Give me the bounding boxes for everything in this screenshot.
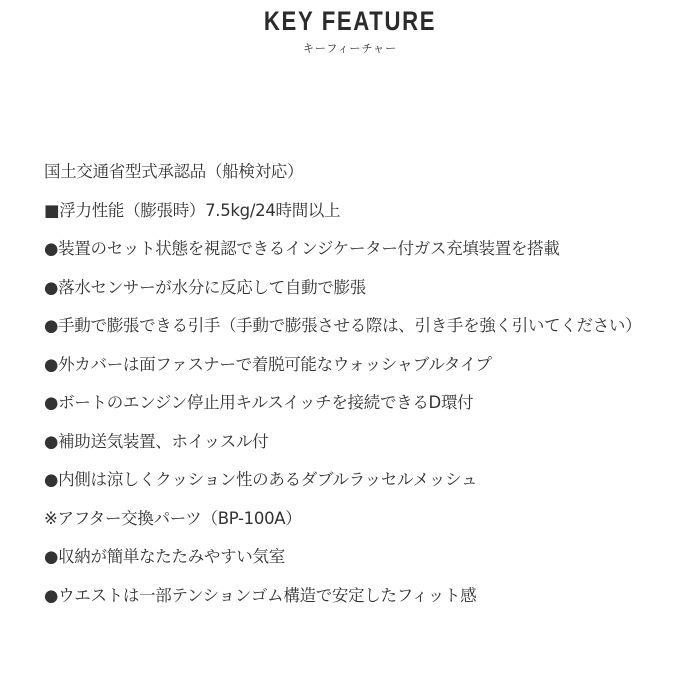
feature-item-easy-storage: ●収納が簡単なたたみやすい気室	[44, 547, 285, 566]
feature-item-certification: 国土交通省型式承認品（船検対応）	[44, 162, 304, 181]
key-feature-header	[0, 6, 700, 55]
feature-item-replacement-part: ※アフター交換パーツ（BP-100A）	[44, 508, 302, 528]
feature-item-whistle: ●補助送気装置、ホイッスル付	[44, 431, 269, 451]
feature-item-waist-fit: ●ウエストは一部テンションゴム構造で安定したフィット感	[44, 585, 477, 605]
feature-item-water-sensor: ●落水センサーが水分に反応して自動で膨張	[44, 277, 366, 297]
feature-list	[44, 160, 684, 622]
feature-item-mesh: ●内側は涼しくクッション性のあるダブルラッセルメッシュ	[44, 470, 478, 489]
feature-item-washable-cover: ●外カバーは面ファスナーで着脱可能なウォッシャブルタイプ	[44, 354, 492, 374]
feature-item-buoyancy: ■浮力性能（膨張時）7.5kg/24時間以上	[44, 200, 341, 220]
feature-item-indicator: ●装置のセット状態を視認できるインジケーター付ガス充填装置を搭載	[44, 239, 560, 258]
page-subtitle: キーフィーチャー	[302, 42, 398, 55]
page-title: KEY FEATURE	[263, 6, 437, 36]
feature-item-kill-switch-ring: ●ボートのエンジン停止用キルスイッチを接続できるD環付	[44, 393, 474, 412]
feature-item-manual-pull: ●手動で膨張できる引手（手動で膨張させる際は、引き手を強く引いてください）	[44, 316, 642, 335]
